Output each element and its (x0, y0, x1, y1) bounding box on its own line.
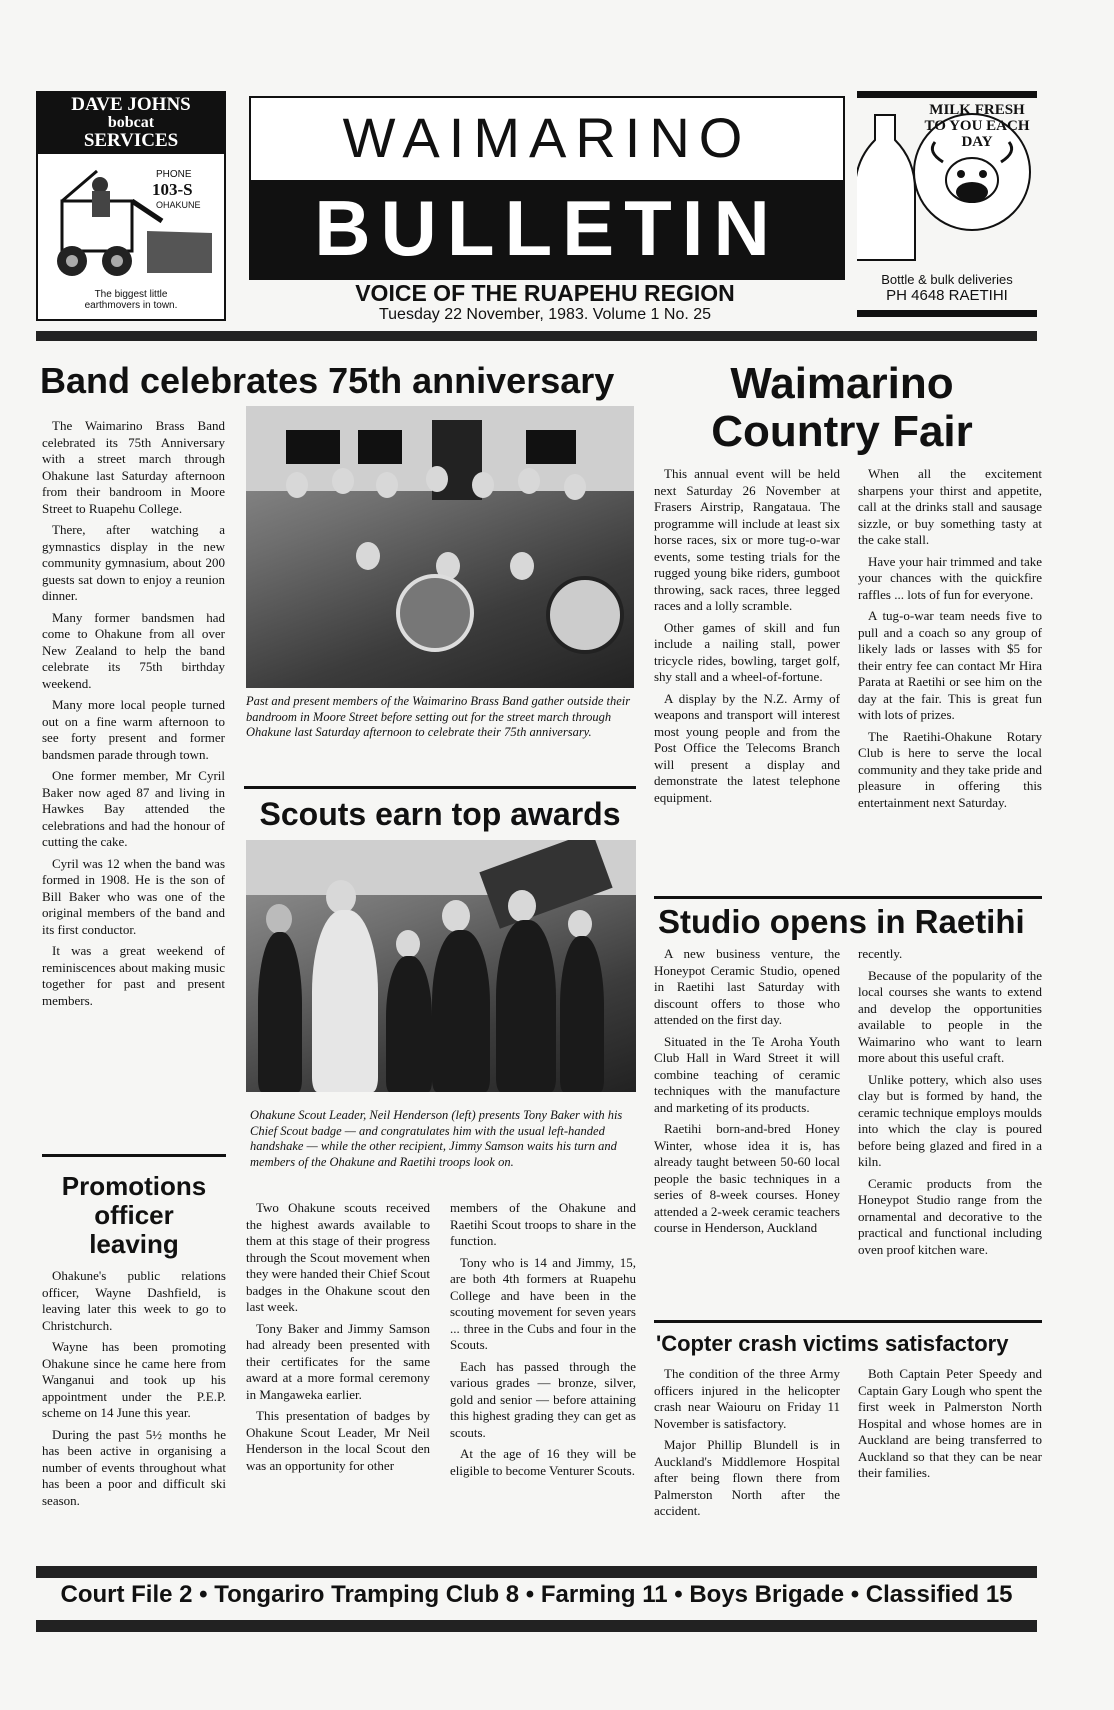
scouts-col1 (246, 1200, 430, 1479)
promotions-headline: Promotions officer leaving (61, 1171, 207, 1259)
paragraph: The Waimarino Brass Band celebrated its 75th Anniversary with a street march through Ohakune last Saturday afternoon from their bandroom in Moore Street to Ruapehu College. (42, 418, 225, 516)
fair-col1 (654, 466, 840, 811)
paragraph: Many former bandsmen had come to Ohakune from all over New Zealand to help the band celebrate its 75th birthday weekend. (42, 609, 225, 691)
copter-col2 (858, 1366, 1042, 1487)
studio-col2 (858, 946, 1042, 1263)
masthead-dateline: Tuesday 22 November, 1983. Volume 1 No. 25 (378, 306, 712, 323)
promotions-body (42, 1268, 226, 1514)
paragraph: Ceramic products from the Honeypot Studio range from the ornamental and decorative to the practical and functional including oven proof kitchen ware. (858, 1175, 1042, 1257)
paragraph: Tony Baker and Jimmy Samson had already been presented with their certificates for the same award at a more formal ceremony in Mangaweka earlier. (246, 1320, 430, 1402)
paragraph: members of the Ohakune and Raetihi Scout troops to share in the function. (450, 1200, 636, 1248)
paragraph: Other games of skill and fun include a nailing stall, power tricycle rides, bowling, target golf, shy stall and a wheel-of-fortune. (654, 619, 840, 684)
studio-col1 (654, 946, 840, 1242)
footer-index: Court File 2 • Tongariro Tramping Club 8 • Farming 11 • Boys Brigade • Classified 15 (60, 1581, 1013, 1608)
paragraph: It was a great weekend of reminiscences about making music together for past and present members. (42, 943, 225, 1008)
ad-name-line1: DAVE JOHNS (71, 94, 191, 115)
footer-rule-bottom (36, 1620, 1037, 1632)
ad-name-line3: SERVICES (83, 130, 179, 151)
paragraph: Situated in the Te Aroha Youth Club Hall in Ward Street it will combine teaching of ceramic techniques with the manufacture and marketing of its products. (654, 1033, 840, 1115)
paragraph: There, after watching a gymnastics display in the new community gymnasium, about 200 guests sat down to enjoy a reunion dinner. (42, 522, 225, 603)
ad-name-line2: bobcat (107, 114, 155, 131)
fair-col2 (858, 466, 1042, 816)
band-photo-caption: Past and present members of the Waimarino Brass Band gather outside their bandroom in Moore Street before setting out for the street march through Ohakune last Saturday afternoon to celebrate their 75th anniversary. (246, 694, 631, 739)
masthead-box (249, 96, 845, 280)
ad-tagline-2: earthmovers in town. (84, 300, 178, 311)
paragraph: Ohakune's public relations officer, Wayne Dashfield, is leaving later this week to go to Christchurch. (42, 1268, 226, 1333)
paragraph: Cyril was 12 when the band was formed in 1908. He is the son of Bill Baker who was one of the original members of the band and its first conductor. (42, 855, 225, 937)
scouts-photo-caption: Ohakune Scout Leader, Neil Henderson (left) presents Tony Baker with his Chief Scout badge — and congratulates him with the usual left-handed handshake — while the other recipient, Jimmy Samson waits his turn and members of the Ohakune and Raetihi troops look on. (250, 1108, 623, 1169)
paragraph: This presentation of badges by Ohakune Scout Leader, Mr Neil Henderson in the local Scout den was an opportunity for other (246, 1408, 430, 1473)
milk-ad (857, 100, 1037, 270)
paragraph: During the past 5½ months he has been active in organising a number of events throughout what has been a poor and difficult ski season. (42, 1426, 226, 1508)
bobcat-ad (36, 91, 226, 321)
paragraph: recently. (858, 946, 903, 961)
masthead-subtitle: VOICE OF THE RUAPEHU REGION (355, 280, 735, 306)
masthead-title-waimarino: WAIMARINO (342, 106, 752, 169)
footer-rule-top (36, 1566, 1037, 1578)
scouts-photo (246, 840, 636, 1092)
paragraph: Raetihi born-and-bred Honey Winter, whose idea it is, has already taught between 50-60 local people the basic techniques in a series of 8-week courses. Honey attended a 2-week ceramic teachers course in Henderson, Auckland (654, 1121, 840, 1235)
paragraph: Two Ohakune scouts received the highest awards available to them at this stage of their progress through the Scout movement when they were handed their Chief Scout badges in the Ohakune scout den last week. (246, 1200, 430, 1314)
paragraph: Because of the popularity of the local courses she wants to extend and develop the opportunities available to people in the Waimarino who want to learn more about this useful craft. (858, 967, 1042, 1065)
studio-headline: Studio opens in Raetihi (658, 903, 1025, 940)
fair-headline-1: Waimarino (730, 359, 954, 408)
paragraph: Both Captain Peter Speedy and Captain Gary Lough who spent the first week in Palmerston North Hospital and whose homes are in Auckland are being transferred to Auckland so that they can be near their families. (858, 1366, 1042, 1480)
band-photo (246, 406, 634, 688)
paragraph: A display by the N.Z. Army of weapons and transport will interest most young people and from the Post Office the Telecoms Branch will present a display and demonstrate the latest telephone equipment. (654, 690, 840, 805)
paragraph: Many more local people turned out on a fine warm afternoon to see forty present and former bandsmen parade through town. (42, 697, 225, 762)
ad-phone-number: 103-S (152, 180, 193, 199)
paragraph: A new business venture, the Honeypot Ceramic Studio, opened in Raetihi last Saturday with discount offers to those who attended on the first day. (654, 946, 840, 1027)
paragraph: Major Phillip Blundell is in Auckland's Middlemore Hospital after being flown there from Palmerston North after the accident. (654, 1437, 840, 1518)
paragraph: Have your hair trimmed and take your chances with the quickfire raffles ... lots of fun for everyone. (858, 553, 1042, 602)
ad-town: OHAKUNE (156, 200, 201, 210)
paragraph: When all the excitement sharpens your thirst and appetite, call at the drinks stall and sausage sizzle, or buy something tasty at the cake stall. (858, 466, 1042, 547)
ad-phone-label: PHONE (156, 169, 192, 180)
paragraph: Unlike pottery, which also uses clay but is formed by hand, the ceramic technique employs moulds into which the clay is poured before being glazed and fired in a kiln. (858, 1071, 1042, 1169)
paragraph: Tony who is 14 and Jimmy, 15, are both 4th formers at Ruapehu College and have been in the scouting movement for seven years ... three in the Cubs and four in the Scouts. (450, 1254, 636, 1352)
milk-ad-line2: PH 4648 RAETIHI (886, 287, 1008, 304)
copter-col1 (654, 1366, 840, 1525)
paragraph: This annual event will be held next Saturday 26 November at Frasers Airstrip, Rangataua. The programme will include at least six horse races, six or more tug-o-war events, some testing trials for the rugged young bike riders, gumboot throwing, sack races, three legged races and a lolly scramble. (654, 466, 840, 613)
top-rule (36, 331, 1037, 341)
paragraph: The Raetihi-Ohakune Rotary Club is here to serve the local community and they take pride and pleasure in offering this entertainment next Saturday. (858, 728, 1042, 810)
fair-headline-2: Country Fair (711, 407, 973, 456)
milk-ad-line1: Bottle & bulk deliveries (881, 272, 1013, 287)
ad-tagline-1: The biggest little (94, 289, 168, 300)
copter-headline: 'Copter crash victims satisfactory (656, 1331, 1009, 1356)
band-headline: Band celebrates 75th anniversary (40, 360, 615, 401)
band-body (42, 418, 225, 1014)
paragraph: Each has passed through the various grades — bronze, silver, gold and senior — before attaining this highest grading they can get as scouts. (450, 1358, 636, 1440)
paragraph: A tug-o-war team needs five to pull and a coach so any group of likely lads or lasses with $5 for their entry fee can contact Mr Hira Parata at Raetihi or see him on the day at the fair. This is great fun with lots of prizes. (858, 608, 1042, 722)
masthead-title-bulletin: BULLETIN (314, 184, 780, 272)
paragraph: The condition of the three Army officers injured in the helicopter crash near Waiouru on Friday 11 November is satisfactory. (654, 1366, 840, 1431)
paragraph: Wayne has been promoting Ohakune since he came here from Wanganui and took up his appointment under the P.E.P. scheme on 14 June this year. (42, 1339, 226, 1420)
paragraph: At the age of 16 they will be eligible to become Venturer Scouts. (450, 1446, 636, 1478)
scouts-col2 (450, 1200, 636, 1484)
paragraph: One former member, Mr Cyril Baker now aged 87 and living in Hawkes Bay attended the celebrations and had the honour of cutting the cake. (42, 768, 225, 849)
scouts-headline: Scouts earn top awards (259, 796, 621, 832)
milk-logo-text: MILK FRESH TO YOU EACH DAY (924, 102, 1030, 150)
